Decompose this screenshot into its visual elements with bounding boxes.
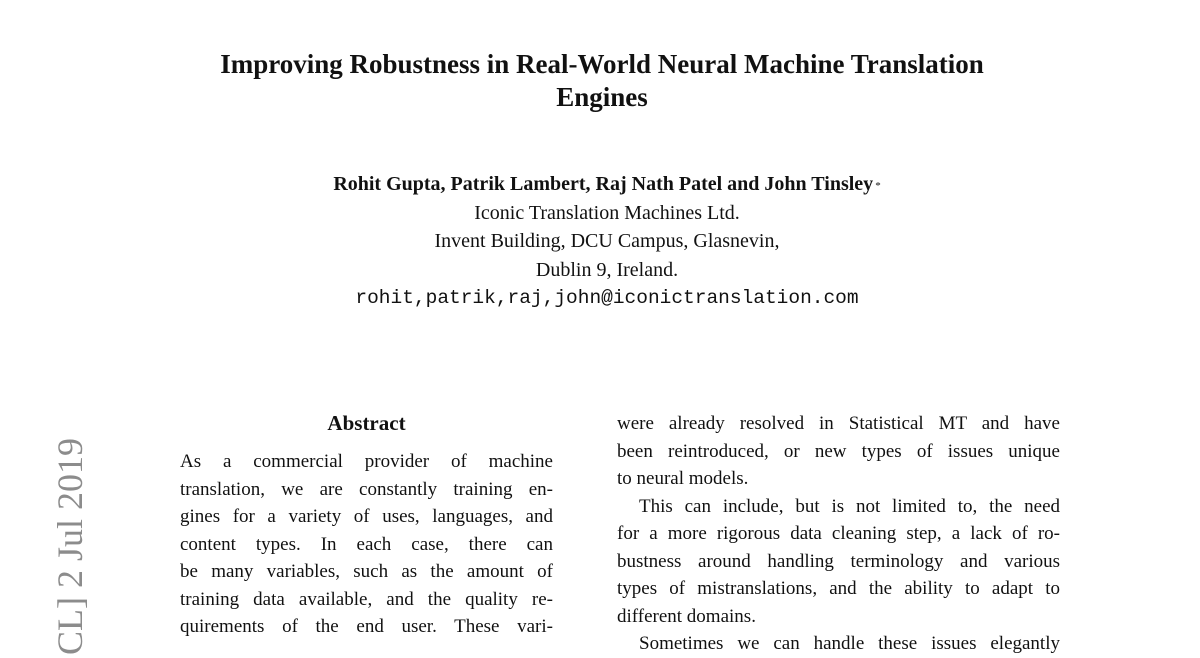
abstract-line: As a commercial provider of machine bbox=[180, 451, 553, 472]
body-line: to neural models. bbox=[617, 468, 749, 489]
body-line: bustness around handling terminology and various bbox=[617, 550, 1060, 572]
author-email: rohit,patrik,raj,john@iconictranslation.com bbox=[355, 287, 859, 309]
author-block bbox=[0, 170, 1200, 313]
body-line: been reintroduced, or new types of issues unique bbox=[617, 440, 1060, 462]
author-footnote-mark: * bbox=[875, 180, 881, 192]
author-names: Rohit Gupta, Patrik Lambert, Raj Nath Patel and John Tinsley bbox=[333, 173, 874, 195]
abstract-line: quirements of the end user. These vari- bbox=[180, 616, 553, 637]
body-line: types of mistranslations, and the ability to adapt to bbox=[617, 578, 1060, 599]
abstract-line: training data available, and the quality re- bbox=[180, 588, 553, 610]
abstract-line: be many variables, such as the amount of bbox=[180, 561, 553, 582]
abstract-section bbox=[180, 408, 553, 641]
arxiv-side-stamp: CL] 2 Jul 2019 bbox=[50, 437, 90, 655]
paper-title bbox=[150, 48, 1054, 114]
affiliation-line-1: Iconic Translation Machines Ltd. bbox=[474, 201, 740, 224]
body-line: This can include, but is not limited to, the need bbox=[639, 495, 1060, 517]
body-line: different domains. bbox=[617, 605, 756, 627]
body-line: for a more rigorous data cleaning step, a lack of ro- bbox=[617, 523, 1060, 544]
title-line-1: Improving Robustness in Real-World Neural Machine Translation bbox=[220, 49, 984, 79]
body-line: were already resolved in Statistical MT and have bbox=[617, 413, 1060, 434]
body-line: Sometimes we can handle these issues elegantly bbox=[639, 633, 1060, 654]
affiliation-line-3: Dublin 9, Ireland. bbox=[535, 258, 679, 281]
affiliation-line-2: Invent Building, DCU Campus, Glasnevin, bbox=[434, 230, 780, 252]
abstract-line: gines for a variety of uses, languages, and bbox=[180, 506, 553, 527]
abstract-heading: Abstract bbox=[327, 411, 406, 435]
abstract-line: translation, we are constantly training en- bbox=[180, 478, 553, 500]
body-column-right bbox=[617, 410, 1060, 658]
abstract-line: content types. In each case, there can bbox=[180, 533, 553, 555]
title-line-2: Engines bbox=[556, 82, 648, 112]
author-names-line bbox=[0, 170, 1200, 199]
